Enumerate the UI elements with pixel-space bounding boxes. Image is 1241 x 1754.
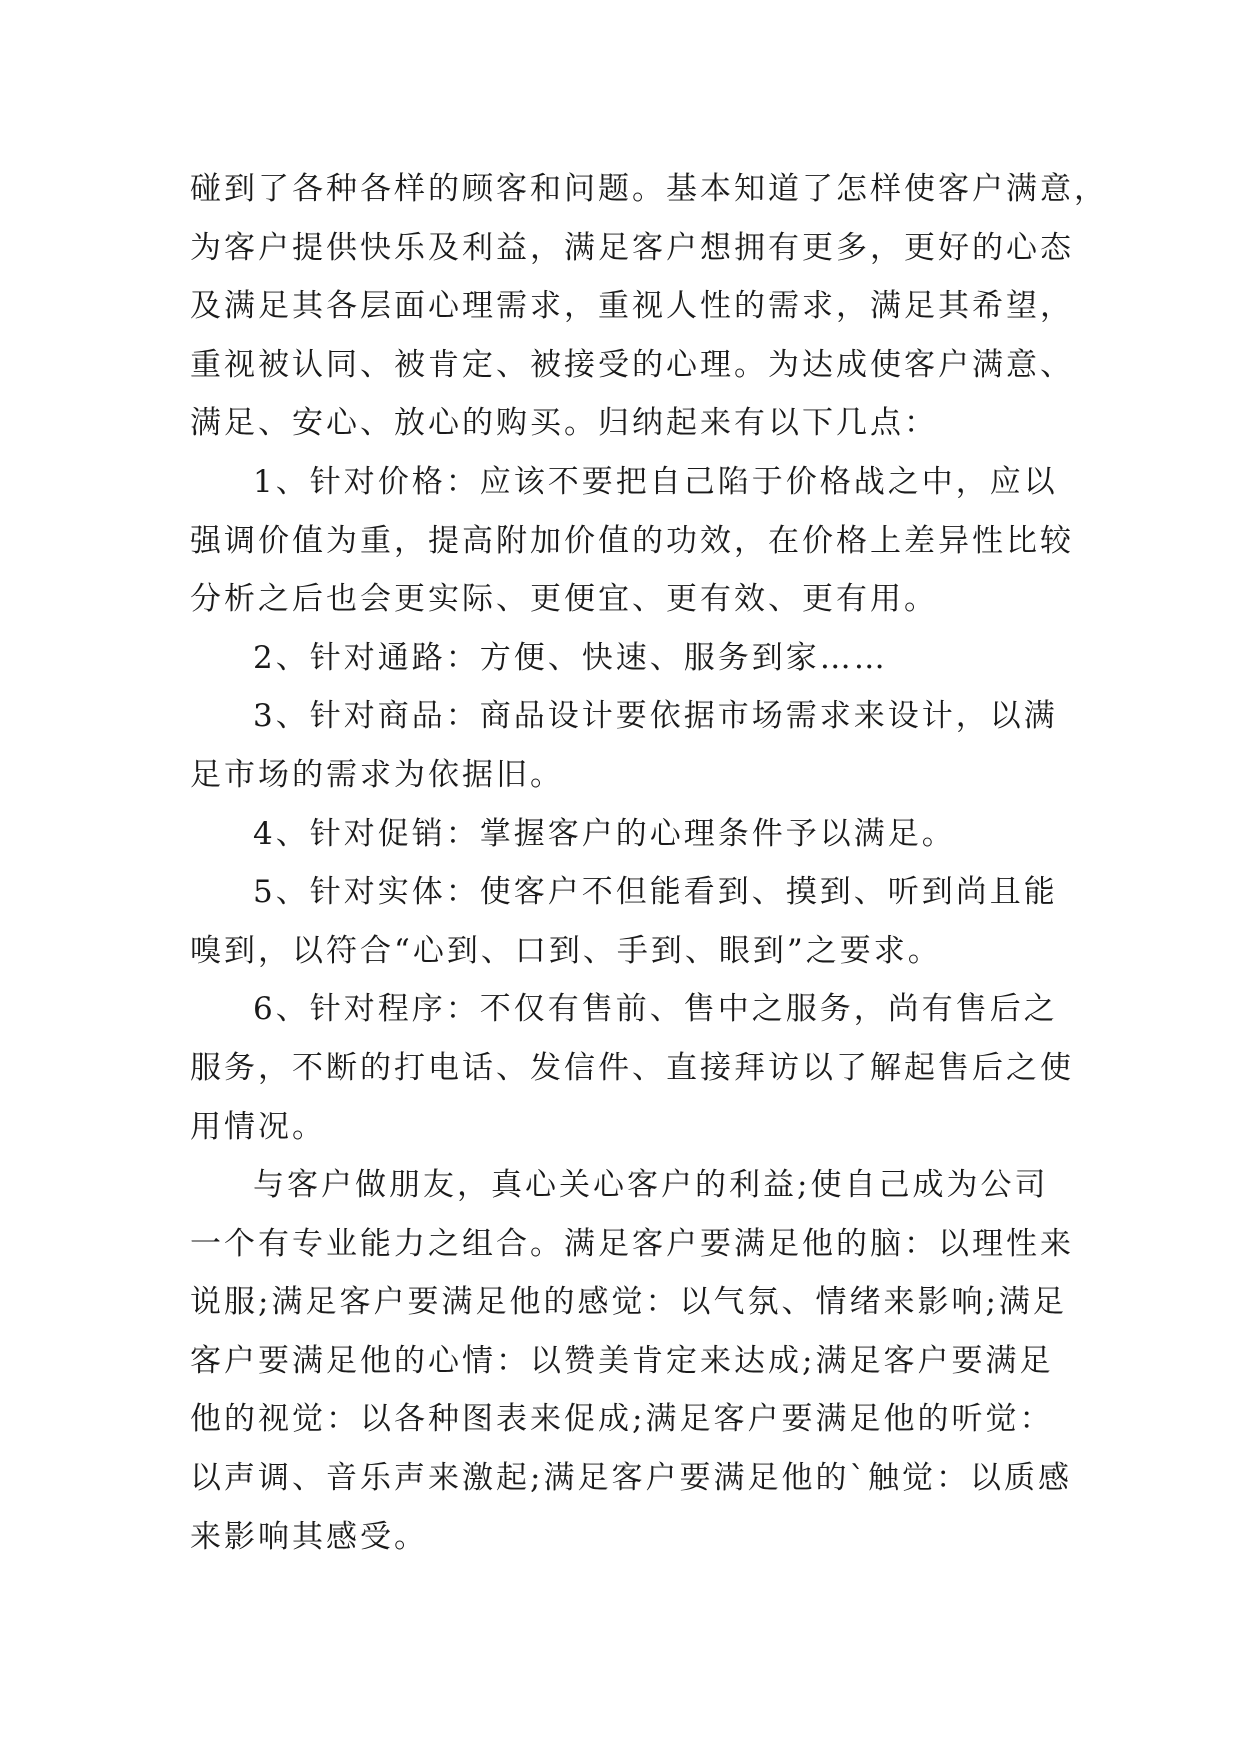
document-body: [190, 160, 1108, 1566]
text-line: 来影响其感受。: [190, 1518, 428, 1555]
text-line: 一个有专业能力之组合。满足客户要满足他的脑：以理性来: [190, 1225, 1074, 1262]
text-line: 碰到了各种各样的顾客和问题。基本知道了怎样使客户满意，: [190, 171, 1108, 207]
list-item-channel: 2、针对通路：方便、快速、服务到家……: [253, 639, 888, 676]
text-line: 说服;满足客户要满足他的感觉：以气氛、情绪来影响;满足: [190, 1284, 1067, 1321]
list-item-promotion: 4、针对促销：掌握客户的心理条件予以满足。: [253, 815, 956, 852]
text-line: 嗅到，以符合“心到、口到、手到、眼到”之要求。: [190, 932, 942, 969]
text-line: 以声调、音乐声来激起;满足客户要满足他的`触觉：以质感: [190, 1460, 1072, 1497]
text-line: 重视被认同、被肯定、被接受的心理。为达成使客户满意、: [190, 346, 1074, 383]
list-item-entity: 5、针对实体：使客户不但能看到、摸到、听到尚且能: [253, 874, 1058, 911]
text-line: 足市场的需求为依据旧。: [190, 756, 564, 793]
text-line: 客户要满足他的心情：以赞美肯定来达成;满足客户要满足: [190, 1342, 1054, 1379]
list-item-procedure: 6、针对程序：不仅有售前、售中之服务，尚有售后之: [253, 991, 1058, 1028]
paragraph-start: 与客户做朋友，真心关心客户的利益;使自己成为公司: [253, 1167, 1049, 1204]
text-line: 为客户提供快乐及利益，满足客户想拥有更多，更好的心态: [190, 229, 1074, 266]
text-line: 分析之后也会更实际、更便宜、更有效、更有用。: [190, 581, 938, 618]
text-line: 满足、安心、放心的购买。归纳起来有以下几点：: [190, 405, 938, 442]
text-line: 他的视觉：以各种图表来促成;满足客户要满足他的听觉：: [190, 1401, 1054, 1438]
list-item-price: 1、针对价格：应该不要把自己陷于价格战之中，应以: [253, 463, 1058, 500]
text-line: 及满足其各层面心理需求，重视人性的需求，满足其希望，: [190, 288, 1074, 325]
text-line: 强调价值为重，提高附加价值的功效，在价格上差异性比较: [190, 522, 1074, 559]
list-item-product: 3、针对商品：商品设计要依据市场需求来设计，以满: [253, 698, 1058, 735]
text-line: 用情况。: [190, 1108, 326, 1145]
text-line: 服务，不断的打电话、发信件、直接拜访以了解起售后之使: [190, 1049, 1074, 1086]
